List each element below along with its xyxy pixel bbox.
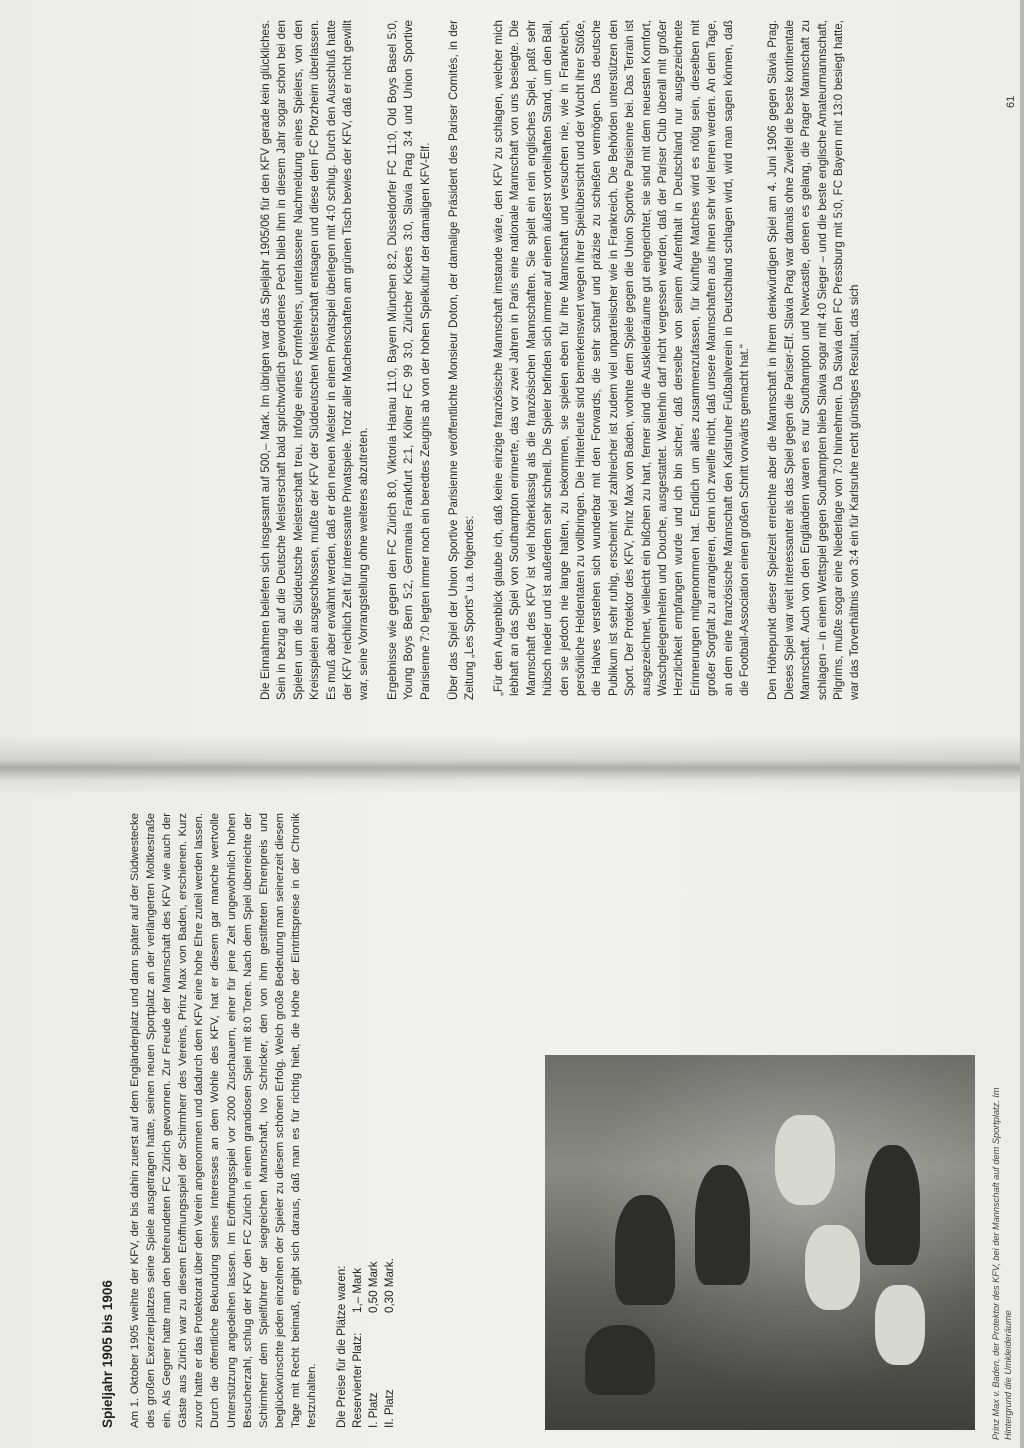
price-label: II. Platz xyxy=(383,1389,397,1428)
page-number-text: 61 xyxy=(1005,95,1017,108)
page-number xyxy=(1005,96,1017,108)
photo-figure xyxy=(615,1195,675,1305)
body-paragraph: Über das Spiel der Union Sportive Parisienne veröffentlichte Monsieur Doton, der damalige Präsident des Pariser Comités, in der Zeitung „Les Sports“ u.a. folgendes: xyxy=(447,20,477,700)
price-value: 0,50 Mark xyxy=(367,1261,381,1313)
price-label: Reservierter Platz: xyxy=(351,1332,365,1428)
right-page-text xyxy=(258,20,876,700)
price-row xyxy=(382,813,398,1428)
price-label: I. Platz xyxy=(367,1392,381,1428)
price-value: 1,– Mark xyxy=(351,1267,365,1313)
price-value: 0,30 Mark. xyxy=(383,1258,397,1313)
price-list xyxy=(334,813,398,1428)
photo-figure xyxy=(695,1165,750,1285)
team-photo xyxy=(545,1055,975,1430)
quote-paragraph: „Für den Augenblick glaube ich, daß keine einzige französische Mannschaft imstande wäre, den KFV zu schlagen, welcher mich lebhaft an das Spiel von Southampton erinnerte, das vor zwei Jahren in Paris eine nationale Mannschaft von uns besiegte. Die Mannschaft des KFV ist viel höherklassig als die französischen Mannschaften. Sie spielt ein rein englisches Spiel, paßt sehr hübsch nieder und ist außerdem sehr schnell. Die Spieler befinden sich immer auf einem äußerst vorteilhaften Stand, um den Ball, den sie jedoch nie lange halten, zu bekommen, sie spielen eben für ihre Mannschaft und versuchen nie, wie in Frankreich, persönliche Heldentaten zu vollbringen. Die Hinterleute sind bemerkenswert wegen ihrer Spielübersicht und der Wucht ihrer Stöße, die Halves verstehen sich wunderbar mit den Forwards, die sehr scharf und präzise zu schießen vermögen. Das deutsche Publikum ist sehr ruhig, erscheint viel zahlreicher ist zudem viel unparteiischer wie in Frankreich. Die Behörden unterstützen den Sport. Der Protektor des KFV, Prinz Max von Baden, wohnte dem Spiele gegen die Union Sportive Parisienne bei. Das Terrain ist ausgezeichnet, vielleicht ein bißchen zu hart, ferner sind die Auskleideräume gut eingerichtet, sie sind mit dem neuesten Komfort, Waschgelegenheiten und Douche, ausgestattet. Weiterhin darf nicht vergessen werden, daß der Pariser Club überall mit großer Herzlichkeit empfangen wurde und ich bin sicher, daß derselbe von seinem Aufenthalt in Deutschland nur ausgezeichnete Erinnerungen mitgenommen hat. Endlich um alles zusammenzufassen, für künftige Matches wird es nötig sein, dieselben mit großer Sorgfalt zu arrangieren, denn ich zweifle nicht, daß unsere Mannschaften aus ihnen sehr viel lernen werden. An dem Tage, an dem eine französische Mannschaft den Karlsruher Fußballverein in Deutschland schlagen wird, wird man sagen können, daß die Football-Association einen großen Schritt vorwärts gemacht hat.“ xyxy=(491,20,751,696)
photo-figure xyxy=(875,1285,925,1365)
price-intro: Die Preise für die Plätze waren: xyxy=(335,1265,349,1428)
photo-figure xyxy=(585,1325,655,1395)
photo-figure xyxy=(805,1225,860,1310)
body-paragraph: Ergebnisse wie gegen den FC Zürich 8:0, Viktoria Hanau 11:0, Bayern München 8:2, Düsseldorfer FC 11:0, Old Boys Basel 5:0, Young Boys Bern 5:2, Germania Frankfurt 2:1, Kölner FC 99 3:0, Züricher Kickers 3:0, Slavia Prag 3:4 und Union Sportive Parisienne 7:0 legten immer noch ein beredtes Zeugnis ab von der hohen Spielkultur der damaligen KFV-Elf. xyxy=(385,20,432,700)
photo-caption xyxy=(990,1060,1014,1440)
body-paragraph: Die Einnahmen beliefen sich insgesamt auf 500,– Mark. Im übrigen war das Spieljahr 1905/06 für den KFV gerade kein glückliches. Sein in bezug auf die Deutsche Meisterschaft bald sprichwörtlich gewordenes Pech blieb ihm in diesem Jahr sogar schon bei den Spielen um die Süddeutsche Meisterschaft treu. Infolge eines Formfehlers, unterlassene Nachmeldung eines Spielers, von den Kreisspielen ausgeschlossen, mußte der KFV der Süddeutschen Meisterschaft entsagen und diese dem FC Pforzheim überlassen. Es muß aber erwähnt werden, daß er den neuen Meister in einem Privatspiel überlegen mit 4:0 schlug. Durch den Ausschluß hatte der KFV reichlich Zeit für interessante Privatspiele. Trotz aller Machenschaften am grünen Tisch bewies der KFV, daß er nicht gewillt war, seine Vorrangstellung ohne weiteres abzutreten. xyxy=(259,20,371,700)
price-row xyxy=(366,813,382,1428)
left-page-text xyxy=(100,813,398,1428)
page-edge xyxy=(1020,0,1024,1448)
book-fold-shadow xyxy=(0,735,1024,795)
caption-text: Prinz Max v. Baden, der Protektor des KFV, bei der Mannschaft auf dem Sportplatz. Im Hintergrund die Umkleideräume xyxy=(991,1087,1013,1440)
intro-paragraph: Am 1. Oktober 1905 weihte der KFV, der bis dahin zuerst auf dem Engländerplatz und dann später auf der Südwestecke des großen Exerzierplatzes seine Spiele ausgetragen hatte, seinen neuen Sportplatz an der verlängerten Moltkestraße ein. Als Gegner hatte man den befreundeten FC Zürich gewonnen. Zur Freude der Mannschaft des KFV wie auch der Gäste aus Zürich war zu diesem Eröffnungsspiel der Schirmherr des Vereins, Prinz Max von Baden, erschienen. Kurz zuvor hatte er das Protektorat über den Verein angenommen und dadurch dem KFV eine hohe Ehre zuteil werden lassen. Durch die öffentliche Bekundung seines Interesses an dem Wohle des KFV, hat er diesem gar manche wertvolle Unterstützung angedeihen lassen. Im Eröffnungsspiel vor 2000 Zuschauern, einer für jene Zeit ungewöhnlich hohen Besucherzahl, schlug der KFV den FC Zürich in einem grandiosen Spiel mit 8:0 Toren. Nach dem Spiel überreichte der Schirmherr dem Spielführer der siegreichen Mannschaft, Ivo Schricker, den von ihm gestifteten Ehrenpreis und beglückwünschte jeden einzelnen der Spieler zu diesem schönen Erfolg. Welch große Bedeutung man seinerzeit diesem Tage mit Recht beimaß, ergibt sich daraus, daß man es für richtig hielt, die Höhe der Eintrittspreise in der Chronik festzuhalten. xyxy=(129,813,319,1428)
photo-figure xyxy=(865,1145,920,1265)
body-paragraph: Den Höhepunkt dieser Spielzeit erreichte aber die Mannschaft in ihrem denkwürdigen Spiel am 4. Juni 1906 gegen Slavia Prag. Dieses Spiel war weit interessanter als das Spiel gegen die Pariser-Elf. Slavia Prag war damals ohne Zweifel die beste kontinentale Mannschaft. Auch von den Engländern waren es nur Southampton und Newcastle, denen es gelang, die Prager Mannschaft zu schlagen – in einem Wettspiel gegen Southampten blieb Slavia sogar mit 4:0 Sieger – und die beste englische Amateurmannschaft, Pilgrims, mußte sogar eine Niederlage von 7:0 hinnehmen. Da Slavia den FC Pressburg mit 5:0, FC Bayern mit 13:0 besiegt hatte, war das Torverhältnis von 3:4 ein für Karlsruhe recht günstiges Resultat, das sich xyxy=(766,20,862,700)
price-row xyxy=(350,813,366,1428)
photo-figure xyxy=(775,1115,835,1205)
page-heading: Spieljahr 1905 bis 1906 xyxy=(100,1280,115,1428)
